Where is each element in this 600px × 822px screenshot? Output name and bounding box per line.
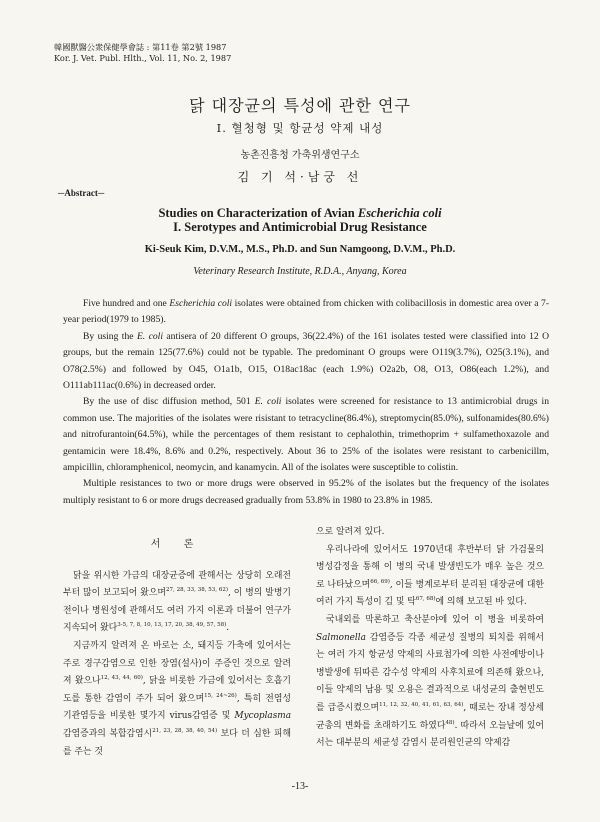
body-paragraph — [316, 612, 544, 753]
body-text: . 따라서 오늘날에 있어서는 대부분의 세균성 감염시 분리원인균의 약제감 — [316, 720, 544, 749]
body-paragraph: 으로 알려져 있다. — [316, 527, 385, 537]
body-paragraph — [63, 568, 291, 638]
abstract-body — [63, 296, 549, 509]
body-text: 감염증등 각종 세균성 질병의 퇴치를 위해서는 여러 가지 항균성 약제의 사료첨가에 의한 사전예방이나 병발생에 뒤따른 감수성 약제의 사후치료에 의존해 왔으나, 이들 약제의 남용 및 오용은 결과적으로 내성균의 출현빈도를 급증시켰으며 — [316, 632, 544, 713]
body-text: 감염증과의 복합감염시 — [63, 728, 153, 739]
english-authors: Ki-Seuk Kim, D.V.M., M.S., Ph.D. and Sun Namgoong, D.V.M., Ph.D. — [144, 244, 456, 255]
body-text: . — [226, 623, 230, 634]
citation: 66, 69) — [370, 578, 390, 585]
citation: 67, 68) — [415, 596, 436, 603]
abstract-text: By the use of disc diffusion method, 501 — [83, 396, 255, 408]
journal-citation — [54, 42, 231, 64]
citation: 27, 28, 33, 38, 53, 62) — [166, 587, 229, 594]
organism-name: Salmonella — [316, 632, 366, 643]
organism-name: Mycoplasma — [234, 711, 291, 722]
body-text: , 이 병의 발병기전이나 병원성에 관해서도 여러 가지 이론과 더불어 연구가 지속되어 왔다 — [63, 588, 291, 634]
english-title-species: Escherichia coli — [357, 206, 442, 220]
body-text: 보다 더 심한 피해를 주는 것 — [63, 728, 292, 757]
english-title-line1 — [0, 206, 600, 220]
body-paragraph — [316, 542, 544, 612]
body-text: , 때로는 장내 정상세균총의 변화를 초래하기도 하였다 — [316, 702, 544, 731]
page-number: -13- — [291, 781, 309, 792]
abstract-paragraph-3 — [63, 394, 549, 476]
korean-authors: 김 기 석·남궁 선 — [237, 170, 363, 184]
body-column-right — [316, 524, 544, 753]
citation: 48) — [445, 719, 455, 726]
body-text: 에 의해 보고된 바 있다. — [435, 597, 527, 608]
body-text: , 닭을 비롯한 가금에 있어서는 호흡기도를 통한 감염이 주가 되어 왔으며 — [63, 676, 291, 704]
abstract-species: E. coli — [136, 330, 163, 342]
korean-title: 닭 대장균의 특성에 관한 연구 — [189, 96, 411, 115]
body-text: 국내외를 막론하고 축산분야에 있어 이 병을 비롯하여 — [326, 614, 544, 625]
abstract-paragraph-2 — [63, 329, 549, 395]
body-paragraph — [63, 638, 291, 761]
english-title-text: Studies on Characterization of Avian — [158, 206, 358, 220]
abstract-species: E. coli — [254, 396, 282, 408]
citation: 12, 43, 44, 60) — [100, 675, 143, 682]
body-column-left — [63, 524, 291, 761]
abstract-label: ─Abstract─ — [58, 188, 105, 198]
abstract-text: By using the — [83, 330, 137, 342]
english-institute: Veterinary Research Institute, R.D.A., Anyang, Korea — [193, 266, 407, 277]
body-text: 닭을 위시한 가금의 대장균증에 관해서는 상당히 오래전부터 많이 보고되어 왔으며 — [63, 570, 291, 599]
korean-institute: 농촌진흥청 가축위생연구소 — [240, 150, 360, 161]
body-text: 지금까지 알려져 온 바로는 소, 돼지등 가축에 있어서는 주로 경구감염으로 인한 장염(설사)이 주증인 것으로 알려져 왔으나 — [63, 640, 291, 687]
abstract-species: Escherichia coli — [169, 298, 233, 309]
citation: 15, 24~26) — [204, 692, 237, 699]
abstract-paragraph-1 — [63, 296, 549, 329]
body-text: , 특히 전염성 기관염등을 비롯한 몇가지 virus감염증 및 — [63, 693, 291, 722]
english-title-line2: I. Serotypes and Antimicrobial Drug Resistance — [173, 220, 427, 234]
abstract-text: Five hundred and one — [83, 298, 170, 309]
journal-line-english: Kor. J. Vet. Publ. Hlth., Vol. 11, No. 2, 1987 — [54, 53, 232, 63]
korean-subtitle: Ⅰ. 혈청형 및 항균성 약제 내성 — [216, 121, 384, 135]
abstract-text: isolates were obtained from chicken with colibacillosis in domestic area over a 7-year period(1979 to 1985). — [63, 298, 550, 326]
abstract-text: antisera of 20 different O groups, 36(22.4%) of the 161 isolates tested were classified into 12 O groups, but the remain 125(77.6%) could not be typable. The predominant O groups were O119(3.7%), O25(3.1%), and O78(2.5%) and followed by O45, O1a1b, O15, O18ac18ac (each 1.9%) O2a2b, O8, O13, O86(each 1.2%), and O111ab111ac(0.6%) in decreased order. — [63, 330, 549, 392]
citation: 3-5, 7, 8, 10, 13, 17, 20, 38, 49, 57, 58) — [117, 622, 227, 629]
english-title — [0, 206, 600, 234]
abstract-text: isolates were screened for resistance to 13 antimicrobial drugs in common use. The majorities of the isolates were risistant to tetracycline(86.4%), streptomycin(85.0%), sulfonamides(80.6%) and nitrofurantoin(64.5%), while the percentages of them resistant to cephalothin, trimethoprim + sulfamethoxazole and gentamicin were 18.4%, 8.6% and 0.2%, respectively. About 36 to 25% of the isolates were resistant to carbenicillm, ampicillin, chloramphenicol, neomycin, and kanamycin. All of the isolates were susceptible to colistin. — [63, 396, 550, 474]
citation: 21, 23, 28, 38, 40, 54) — [152, 727, 218, 734]
section-heading-introduction: 서 론 — [150, 539, 204, 550]
body-text: 우리나라에 있어서도 1970년대 후반부터 닭 가검물의 병성감정을 통해 이 병의 국내 발생빈도가 매우 높은 것으로 나타났으며 — [316, 544, 544, 590]
abstract-paragraph-4: Multiple resistances to two or more drugs were observed in 95.2% of the isolates but the frequency of the isolates multiply resistant to 6 or more drugs decreased gradually from 53.8% in 1980 to 23.8% in 1985. — [63, 478, 549, 506]
citation: 11, 12, 32, 40, 41, 61, 63, 64) — [379, 701, 464, 708]
body-text: , 이들 병계로부터 분리된 대장균에 대한 여러 가지 특성이 김 및 탁 — [316, 579, 545, 608]
journal-line-korean: 韓國獸醫公衆保健學會誌 : 第11卷 第2號 1987 — [54, 42, 227, 52]
